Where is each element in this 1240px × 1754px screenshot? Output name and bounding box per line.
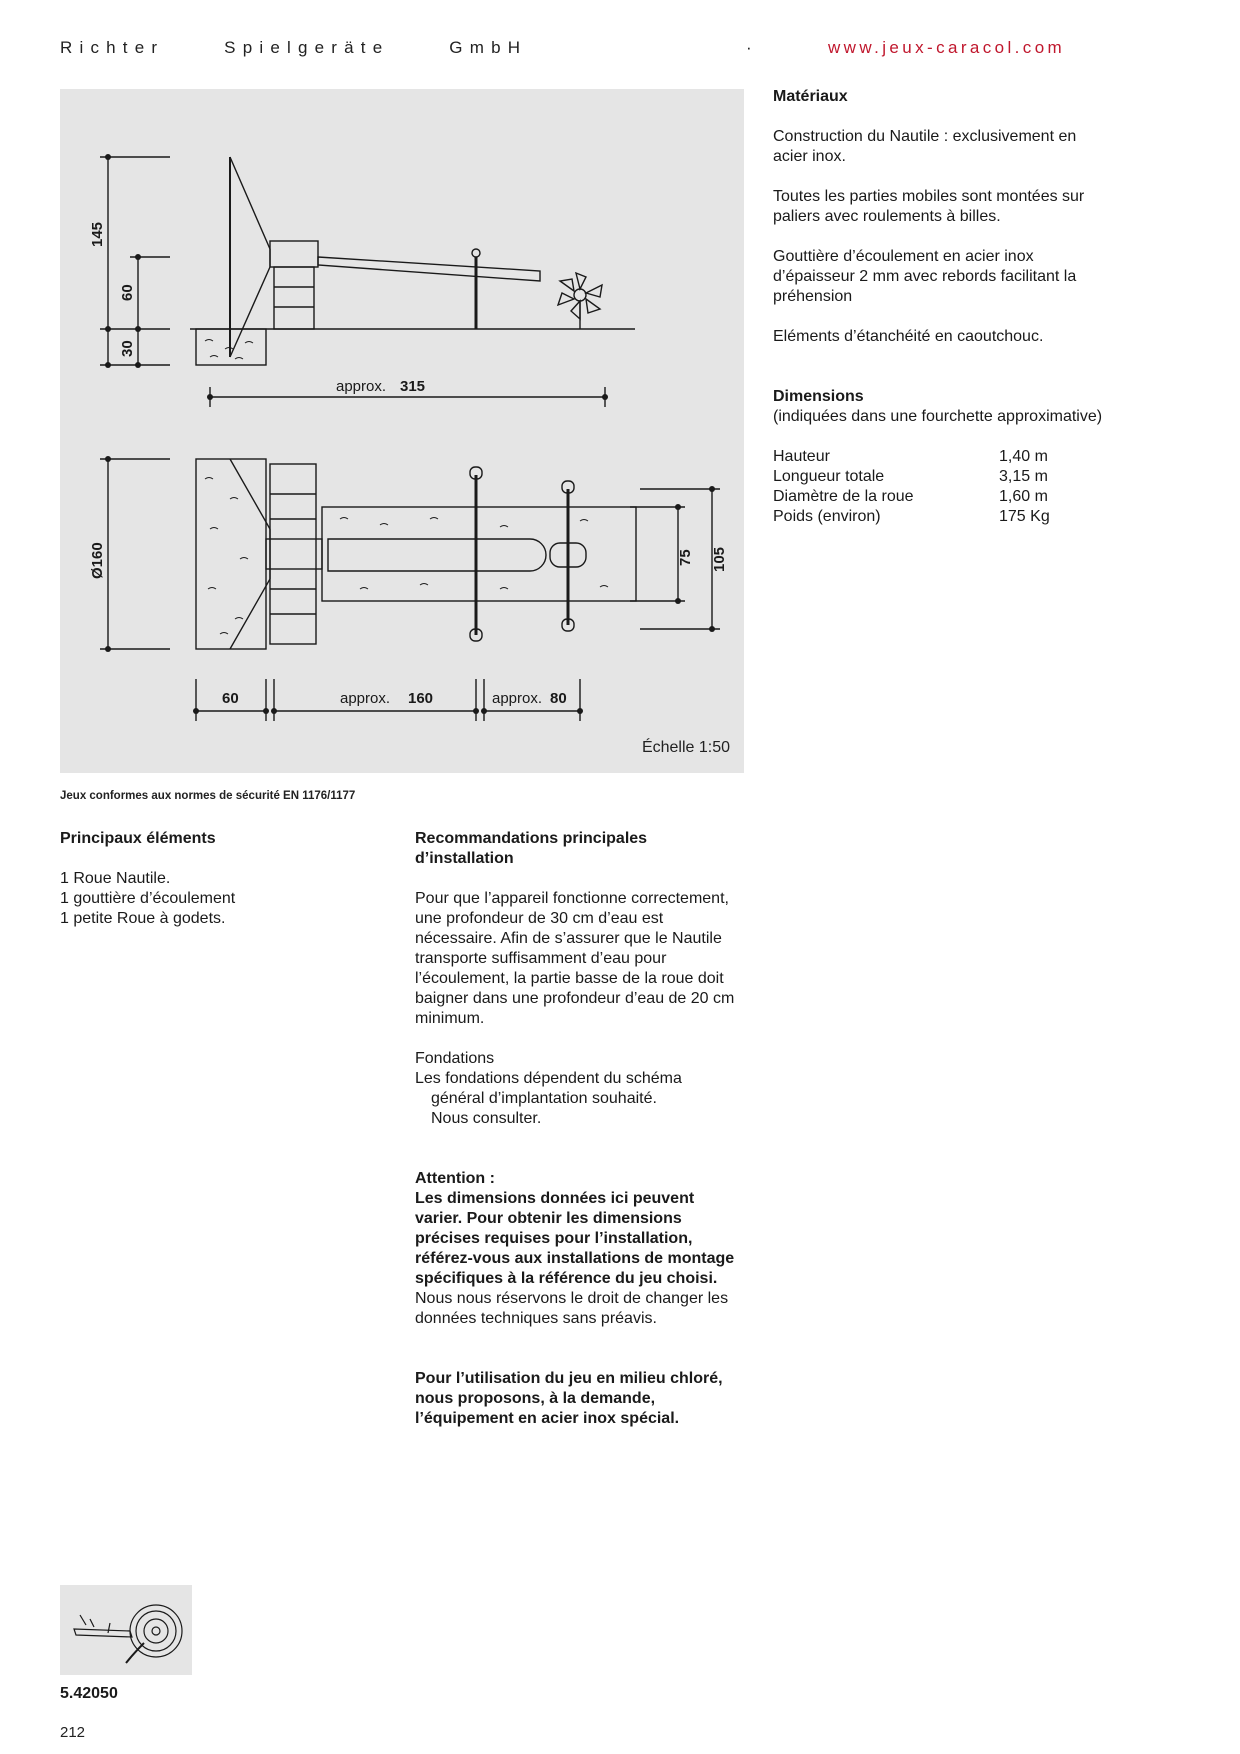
dim-label-30: 30 (119, 340, 136, 357)
product-code: 5.42050 (60, 1685, 118, 1702)
drawing-svg (60, 89, 744, 773)
dim-label-approx-160-prefix: approx. (340, 690, 391, 707)
foundations-line: Nous consulter. (431, 1110, 542, 1127)
dimension-label: Longueur totale (773, 468, 885, 485)
dimension-label: Diamètre de la roue (773, 488, 914, 505)
dim-label-60: 60 (119, 284, 136, 301)
page-number: 212 (60, 1724, 86, 1741)
water-basin-top (196, 459, 266, 649)
dim-label-145: 145 (89, 221, 106, 247)
header-separator: · (746, 38, 752, 57)
table-row (773, 487, 1050, 507)
product-thumbnail (60, 1585, 192, 1675)
wheel-disc-top (230, 459, 270, 649)
installation-column (415, 829, 745, 1429)
wheel-disc-side (230, 157, 270, 357)
norms-note: Jeux conformes aux normes de sécurité EN 1176/1177 (60, 790, 356, 802)
list-item: 1 Roue Nautile. (60, 870, 171, 887)
dim-label-80: 80 (550, 690, 567, 707)
dim-label-160: 160 (408, 690, 434, 707)
installation-title: Recommandations principales d’installation (415, 830, 648, 867)
header-company: Richter Spielgeräte GmbH (60, 38, 528, 57)
gutter-top (328, 539, 546, 571)
water-channel-top (322, 507, 636, 601)
list-item: 1 gouttière d’écoulement (60, 890, 236, 907)
materials-paragraph: Toutes les parties mobiles sont montées sur paliers avec roulements à billes. (773, 188, 1085, 225)
technical-drawing (60, 89, 744, 773)
materials-paragraph: Construction du Nautile : exclusivement en acier inox. (773, 128, 1077, 165)
elements-title: Principaux éléments (60, 830, 216, 847)
nautilus-wheel-icon (60, 1585, 192, 1675)
table-row (773, 507, 1050, 527)
dim-label-approx-80-prefix: approx. (492, 690, 543, 707)
dimension-label: Poids (environ) (773, 508, 881, 525)
gutter-side (318, 257, 540, 281)
foundations-line: Les fondations dépendent du schéma (415, 1070, 682, 1087)
attention-normal-text: Nous nous réservons le droit de changer les données techniques sans préavis. (415, 1290, 729, 1327)
elements-column (60, 829, 390, 929)
chlorine-note: Pour l’utilisation du jeu en milieu chloré, nous proposons, à la demande, l’équipement en acier inox spécial. (415, 1370, 723, 1427)
header-url[interactable]: www.jeux-caracol.com (828, 38, 1066, 57)
dim-label-75: 75 (677, 549, 694, 566)
dim-label-315: 315 (400, 378, 426, 395)
attention-bold-text: Les dimensions données ici peuvent varier. Pour obtenir les dimensions précises requises pour l’installation, référez-vous aux installations de montage spécifiques à la référence du jeu choisi. (415, 1190, 735, 1287)
dim-label-approx-315-prefix: approx. (336, 378, 387, 395)
attention-title: Attention : (415, 1170, 495, 1187)
installation-paragraph: Pour que l’appareil fonctionne correctement, une profondeur de 30 cm d’eau est nécessaire. Afin de s’assurer que le Nautile transporte suffisamment d’eau pour l’écoulement, la partie basse de la roue doit baigner dans une profondeur d’eau de 20 cm minimum. (415, 890, 735, 1027)
table-row (773, 467, 1050, 487)
materials-dimensions-column (773, 87, 1103, 527)
dimensions-subtitle: (indiquées dans une fourchette approximative) (773, 408, 1103, 425)
materials-title: Matériaux (773, 88, 848, 105)
foundations-line: général d’implantation souhaité. (431, 1090, 657, 1107)
dimensions-table (773, 447, 1050, 527)
scale-note: Échelle 1:50 (641, 739, 730, 756)
list-item: 1 petite Roue à godets. (60, 910, 226, 927)
materials-paragraph: Eléments d’étanchéité en caoutchouc. (773, 328, 1044, 345)
dim-label-60-top: 60 (222, 690, 239, 707)
dimension-value: 1,60 m (999, 488, 1048, 505)
dimension-label: Hauteur (773, 448, 830, 465)
paddle-wheel-side (558, 273, 602, 329)
dimensions-title: Dimensions (773, 388, 864, 405)
dimension-value: 1,40 m (999, 448, 1048, 465)
dim-label-diameter: Ø160 (89, 542, 106, 579)
foundations-title: Fondations (415, 1050, 495, 1067)
dimension-value: 3,15 m (999, 468, 1048, 485)
dim-label-105: 105 (711, 546, 728, 572)
materials-paragraph: Gouttière d’écoulement en acier inox d’épaisseur 2 mm avec rebords facilitant la préhension (773, 248, 1077, 305)
dimension-value: 175 Kg (999, 508, 1050, 525)
table-row (773, 447, 1050, 467)
